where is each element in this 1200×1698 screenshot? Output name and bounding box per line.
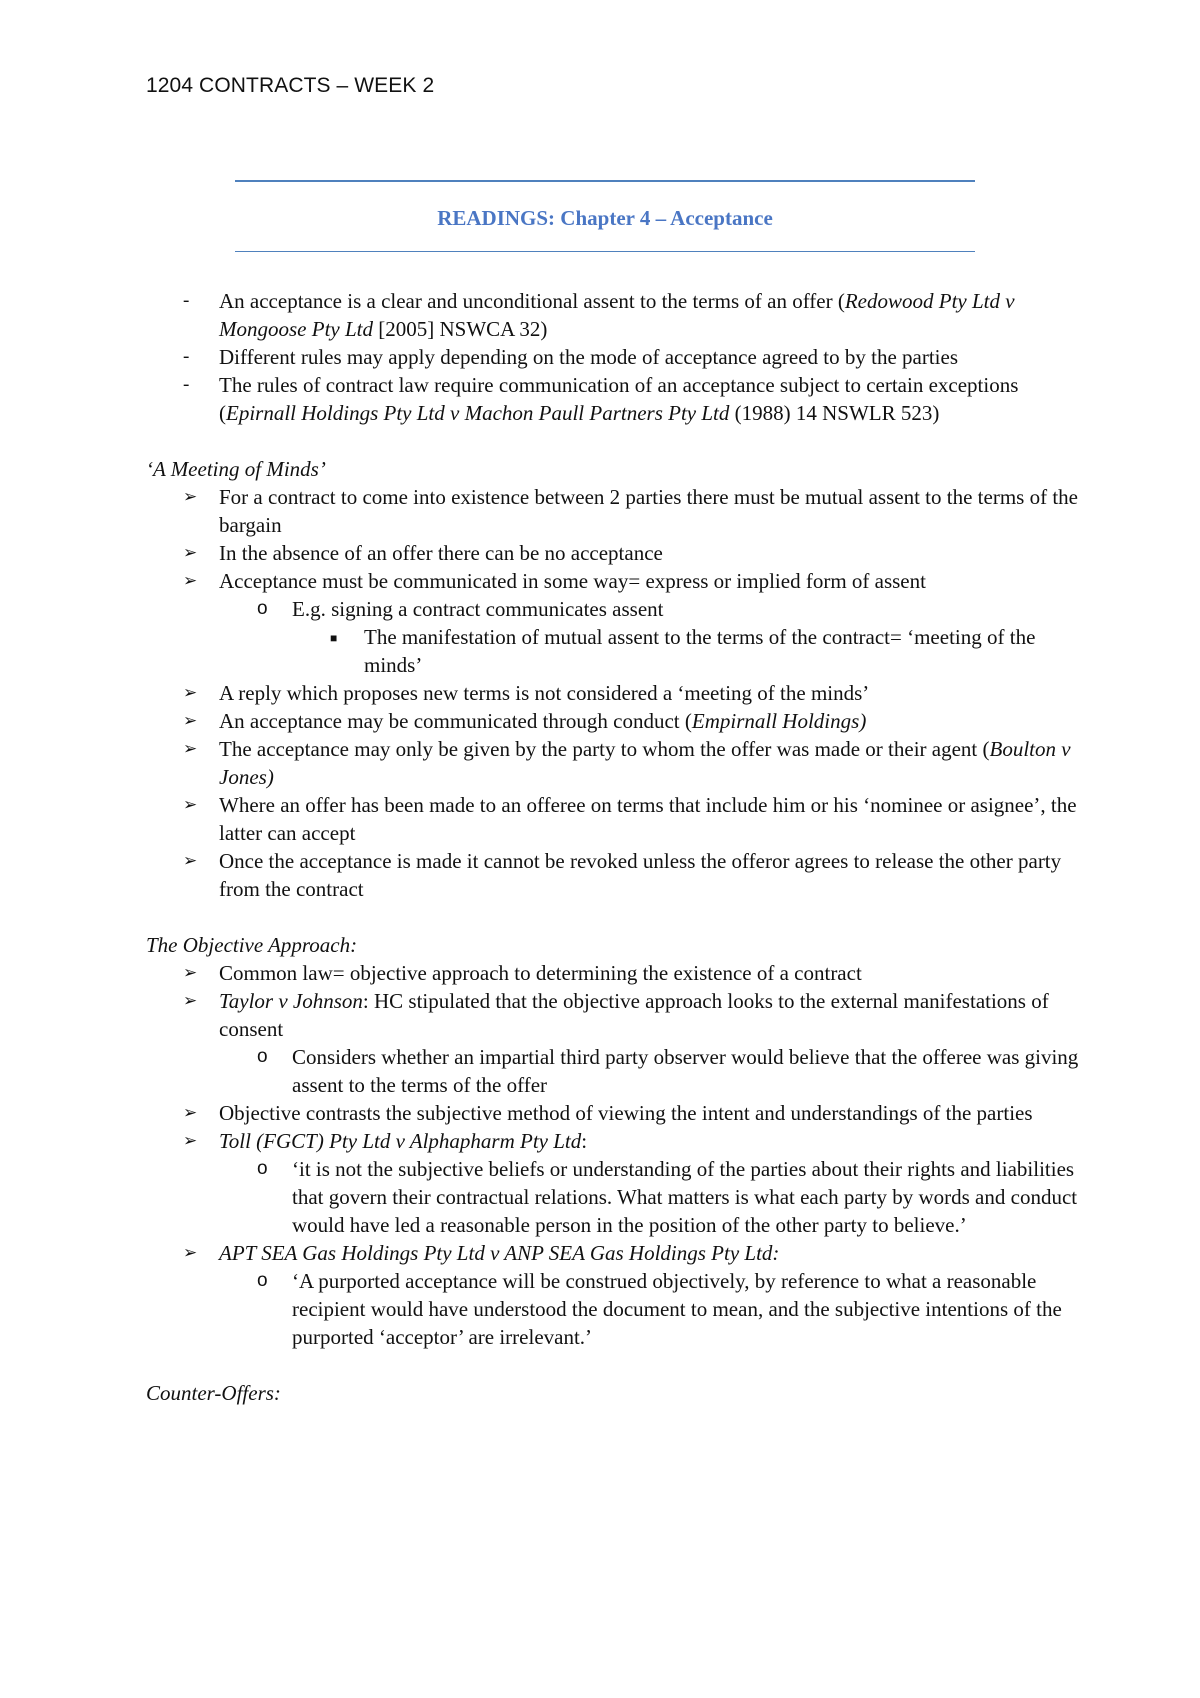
list-item: ➢ Objective contrasts the subjective method of viewing the intent and understandings of the parties (183, 1101, 1033, 1125)
list-item: ➢ The acceptance may only be given by the party to whom the offer was made or their agent (Boulton v Jones) (183, 737, 1071, 789)
arrow-bullet-icon: ➢ (183, 1131, 198, 1151)
arrow-bullet-icon: ➢ (183, 711, 198, 731)
case-citation: Boulton v Jones) (219, 737, 1071, 789)
list-item: o E.g. signing a contract communicates assent ■ The manifestation of mutual assent to the terms of the contract= ‘meeting of the minds’ (219, 595, 1086, 679)
meeting-list (146, 483, 1086, 903)
arrow-bullet-icon: ➢ (183, 963, 198, 983)
dash-bullet: - (183, 374, 190, 395)
case-citation: Toll (FGCT) Pty Ltd v Alphapharm Pty Ltd (219, 1129, 582, 1153)
list-item: ➢ An acceptance may be communicated through conduct (Empirnall Holdings) (183, 709, 867, 733)
list-item: ➢ Taylor v Johnson: HC stipulated that the objective approach looks to the external manifestations of consent o Considers whether an impartial third party observer would believe that the offeree was giving assent to the terms of the offer (146, 987, 1086, 1099)
case-citation: Redowood Pty Ltd v Mongoose Pty Ltd (219, 289, 1015, 341)
square-bullet-icon: ■ (330, 631, 338, 645)
list-item: ➢ In the absence of an offer there can be no acceptance (183, 541, 663, 565)
dash-bullet: - (183, 290, 190, 311)
list-item: o Considers whether an impartial third party observer would believe that the offeree was giving assent to the terms of the offer (257, 1045, 1079, 1097)
page-header: 1204 CONTRACTS – WEEK 2 (146, 74, 435, 97)
arrow-bullet-icon: ➢ (183, 487, 198, 507)
sub-list (219, 1267, 1086, 1351)
arrow-bullet-icon: ➢ (183, 739, 198, 759)
list-item: ➢ Once the acceptance is made it cannot be revoked unless the offeror agrees to release the other party from the contract (183, 849, 1062, 901)
dash-bullet: - (183, 346, 190, 367)
list-item: ➢ Toll (FGCT) Pty Ltd v Alphapharm Pty Ltd: o ‘it is not the subjective beliefs or understanding of the parties about their rights and liabilities that govern their contractual relations. What matters is what each party by words and conduct would have led a reasonable person in the position of the other party to believe.’ (146, 1127, 1086, 1239)
circle-bullet-icon: o (257, 1046, 268, 1067)
circle-bullet-icon: o (257, 1158, 268, 1179)
arrow-bullet-icon: ➢ (183, 1243, 198, 1263)
sub-list (219, 595, 1086, 679)
case-citation: Epirnall Holdings Pty Ltd v Machon Paull Partners Pty Ltd (226, 401, 730, 425)
list-item: ➢ Common law= objective approach to determining the existence of a contract (183, 961, 862, 985)
list-item: ■ The manifestation of mutual assent to the terms of the contract= ‘meeting of the minds’ (330, 625, 1036, 677)
objective-list (146, 959, 1086, 1351)
intro-list (146, 287, 1086, 427)
arrow-bullet-icon: ➢ (183, 991, 198, 1011)
sub-list (219, 1043, 1086, 1099)
circle-bullet-icon: o (257, 598, 268, 619)
section-title-counter-offers: Counter-Offers: (146, 1381, 281, 1405)
document-body (146, 287, 1086, 1407)
section-title-meeting-of-minds: ‘A Meeting of Minds’ (146, 457, 326, 481)
arrow-bullet-icon: ➢ (183, 1103, 198, 1123)
list-item: - The rules of contract law require communication of an acceptance subject to certain exceptions (Epirnall Holdings Pty Ltd v Machon Paull Partners Pty Ltd (1988) 14 NSWLR 523) (183, 373, 1019, 425)
case-citation: Empirnall Holdings) (691, 709, 867, 733)
section-title-objective-approach: The Objective Approach: (146, 933, 358, 957)
list-item (146, 1239, 1086, 1351)
list-item: o ‘A purported acceptance will be construed objectively, by reference to what a reasonable recipient would have understood the document to mean, and the subjective intentions of the purported ‘acceptor’ are irrelevant.’ (257, 1269, 1062, 1349)
circle-bullet-icon: o (257, 1270, 268, 1291)
sub-sub-list (292, 623, 1086, 679)
list-item: ➢ Acceptance must be communicated in some way= express or implied form of assent o E.g. signing a contract communicates assent ■ The manifestation of mutual assent to the terms of the contract= ‘meeting of the minds’ (146, 567, 1086, 679)
case-citation: Taylor v Johnson (219, 989, 363, 1013)
sub-list (219, 1155, 1086, 1239)
list-item: o ‘it is not the subjective beliefs or understanding of the parties about their rights and liabilities that govern their contractual relations. What matters is what each party by words and conduct would have led a reasonable person in the position of the other party to believe.’ (257, 1157, 1078, 1237)
arrow-bullet-icon: ➢ (183, 543, 198, 563)
list-item: ➢ A reply which proposes new terms is not considered a ‘meeting of the minds’ (183, 681, 870, 705)
arrow-bullet-icon: ➢ (183, 851, 198, 871)
list-item: - An acceptance is a clear and unconditional assent to the terms of an offer (Redowood Pty Ltd v Mongoose Pty Ltd [2005] NSWCA 32) (183, 289, 1015, 341)
arrow-bullet-icon: ➢ (183, 571, 198, 591)
list-item: - Different rules may apply depending on the mode of acceptance agreed to by the parties (183, 345, 958, 369)
list-item: ➢ Where an offer has been made to an offeree on terms that include him or his ‘nominee or asignee’, the latter can accept (183, 793, 1077, 845)
list-item: ➢ For a contract to come into existence between 2 parties there must be mutual assent to the terms of the bargain (183, 485, 1078, 537)
arrow-bullet-icon: ➢ (183, 683, 198, 703)
readings-heading: READINGS: Chapter 4 – Acceptance (235, 180, 975, 252)
arrow-bullet-icon: ➢ (183, 795, 198, 815)
case-citation: APT SEA Gas Holdings Pty Ltd v ANP SEA Gas Holdings Pty Ltd: (219, 1241, 780, 1265)
